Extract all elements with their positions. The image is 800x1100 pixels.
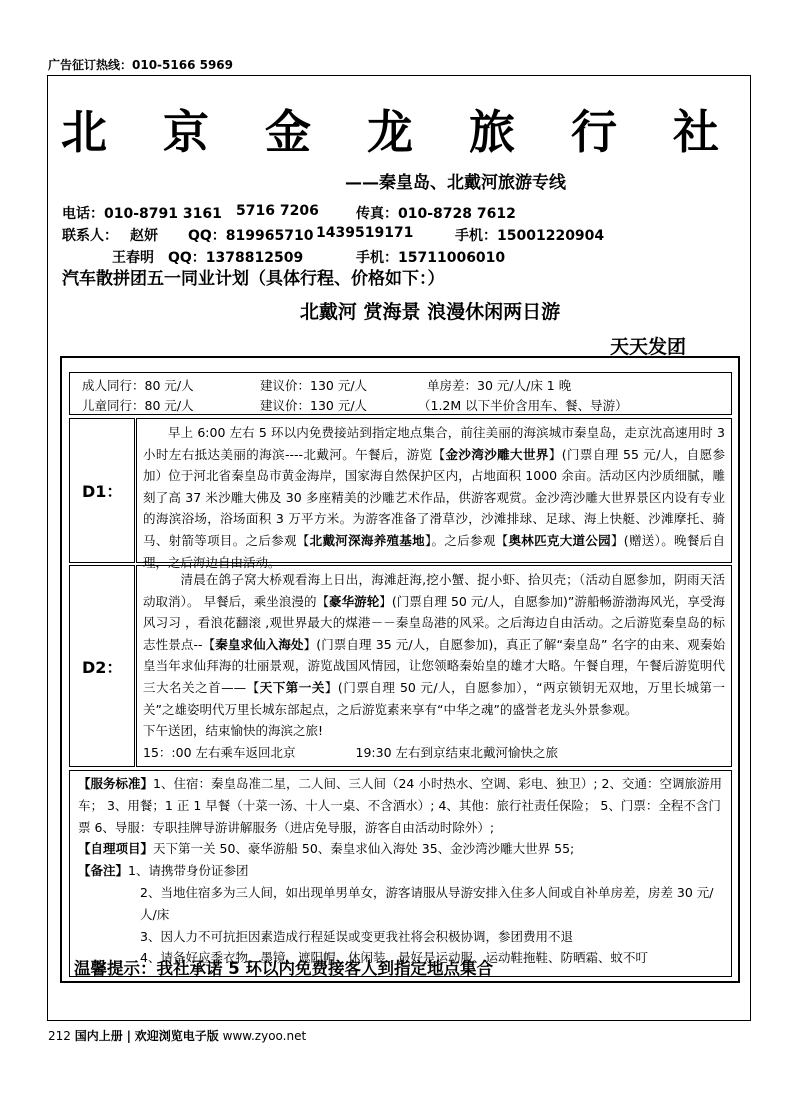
mobile-2: 手机：15711006010 — [356, 250, 506, 266]
day1-text-2: 】(门票自理 55 元/人，自愿参加）位于河北省秦皇岛市黄金海岸，国家海自然保护区内，占地面积 1000 余亩。活动区内沙质细腻，雕刻了高 37 米沙雕大佛及 30 多座精美的沙雕艺术作品，供游客观赏。金沙湾沙雕大世界景区内设有专业的海滨浴场，浴场面积 3 万平方米。为游客准备了滑草沙，沙滩排球、足球、海上快艇、沙滩摩托、骑马、射箭等项目。之后参观【 — [143, 446, 725, 548]
day2-attraction-2: 秦皇求仙入海处 — [215, 636, 304, 652]
plan-line: 汽车散拼团五一同业计划（具体行程、价格如下：） — [62, 269, 445, 289]
warm-tip: 温馨提示：我社承诺 5 环以内免费接客人到指定地点集合 — [74, 959, 493, 978]
day1-label: D1： — [69, 418, 135, 563]
departure-badge: 天天发团 — [610, 336, 687, 358]
agency-name: 北 京 金 龙 旅 行 社 — [60, 105, 740, 159]
service-standard-label: 【服务标准】 — [78, 776, 154, 791]
day2-text-1: 清晨在鸽子窝大桥观看海上日出，海滩赶海,挖小蟹、捉小虾、拾贝壳；（活动自愿参加，阴雨天活动取消）。 早餐后，乘坐浪漫的【 — [143, 572, 725, 609]
day2-attraction-3: 天下第一关 — [259, 679, 325, 695]
day2-text — [136, 565, 732, 767]
adult-suggest-price: 建议价：130 元/人 — [260, 378, 368, 393]
note-2: 2、当地住宿多为三人间，如出现单男单女，游客请服从导游安排入住多人间或自补单房差，房差 30 元/人/床 — [140, 884, 714, 922]
mobile-1: 手机：15001220904 — [455, 228, 605, 244]
day2-arrival: 19:30 左右到京结束北戴河愉快之旅 — [355, 744, 558, 760]
phone: 电话：010-8791 3161 — [62, 206, 222, 222]
tour-title: 北戴河 赏海景 浪漫休闲两日游 — [299, 301, 561, 323]
footer-slogan: 欢迎浏览电子版 — [134, 1029, 219, 1043]
day2-text-3: 】(门票自理 35 元/人，自愿参加)，真正了解“秦皇岛” 名字的由来、观秦始皇当年求仙拜海的壮丽景观，游览战国风情园，让您领略秦始皇的雄才大略。午餐自理，午餐后游览明代三大名关之首——【 — [143, 636, 725, 695]
contact-name: 赵妍 — [130, 228, 158, 244]
day2-text-2: 】(门票自理 50 元/人，自愿参加)”游船畅游渤海风光，享受海风习习 ，看浪花翻滚 ,观世界最大的煤港－－秦皇岛港的风采。之后海边自由活动。之后游览秦皇岛的标志性景点--【 — [143, 593, 725, 652]
qq-2: 1439519171 — [316, 225, 414, 241]
day1-attraction-1: 金沙湾沙雕大世界 — [445, 446, 549, 462]
self-pay-label: 【自理项目】 — [78, 841, 154, 857]
day2-sendoff: 下午送团，结束愉快的海滨之旅! — [143, 723, 324, 739]
day1-attraction-3: 奥林匹克大道公园 — [508, 532, 611, 548]
footer — [48, 1027, 306, 1044]
contact-2: 王春明 — [112, 250, 154, 266]
note-4: 4、请备好应季衣物、墨镜、遮阳帽、休闲装、最好是运动服、运动鞋拖鞋、防晒霜、蚊不叮 — [140, 950, 648, 966]
child-peer-price: 儿童同行：80 元/人 — [82, 398, 194, 413]
self-pay-text: 天下第一关 50、豪华游船 50、秦皇求仙入海处 35、金沙湾沙雕大世界 55; — [153, 841, 575, 857]
service-standard-text: 1、住宿：秦皇岛准二星，二人间、三人间（24 小时热水、空调、彩电、独卫）; 2、交通：空调旅游用车； 3、用餐；1 正 1 早餐（十菜一汤、十人一桌、不含酒水）; 4、其他：旅行社责任保险； 5、门票：全程不含门票 6、导服：专职挂牌导游讲解服务（进店免导服，游客自由活动时除外）; — [78, 776, 722, 835]
ad-hotline: 广告征订热线：010-5166 5969 — [48, 58, 234, 72]
page-number: 212 — [48, 1029, 71, 1043]
day1-text-1: 早上 6:00 左右 5 环以内免费接站到指定地点集合，前往美丽的海滨城市秦皇岛，走京沈高速用时 3 小时左右抵达美丽的海滨----北戴河。午餐后，游览【 — [143, 425, 725, 462]
contact-label: 联系人： — [62, 228, 118, 244]
day1-text-3: 】。之后参观【 — [424, 532, 509, 548]
fax: 传真：010-8728 7612 — [356, 206, 516, 222]
price-table — [69, 372, 732, 415]
phone-2: 5716 7206 — [236, 203, 319, 219]
adult-peer-price: 成人同行：80 元/人 — [82, 378, 194, 393]
day2-label: D2： — [69, 565, 135, 767]
note-1: 1、请携带身份证参团 — [128, 863, 249, 879]
subtitle: ——秦皇岛、北戴河旅游专线 — [345, 173, 566, 193]
day2-text-4: 】(门票自理 50 元/人，自愿参加），“两京锁钥无双地，万里长城第一关”之雄姿明代万里长城东部起点，之后游览素来享有“中华之魂”的盛誉老龙头外景参观。 — [143, 679, 725, 717]
day1-attraction-2: 北戴河深海养殖基地 — [309, 532, 425, 548]
day1-text — [136, 418, 732, 570]
section-name: 国内上册 — [74, 1029, 123, 1043]
child-note: （1.2M 以下半价含用车、餐、导游） — [418, 398, 628, 413]
qq-3: QQ：1378812509 — [168, 250, 304, 266]
child-suggest-price: 建议价：130 元/人 — [260, 398, 368, 413]
single-room-price: 单房差：30 元/人/床 1 晚 — [427, 378, 572, 393]
day2-return: 15：:00 左右乘车返回北京 — [143, 744, 296, 760]
footer-separator: | — [126, 1029, 131, 1043]
footer-url[interactable]: www.zyoo.net — [222, 1029, 307, 1043]
day2-attraction-1: 豪华游轮 — [329, 593, 380, 609]
qq-1: QQ：819965710 — [188, 228, 314, 244]
day1-text-4: 】(赠送）。晚餐后自理，之后海边自由活动。 — [143, 532, 725, 570]
note-3: 3、因人力不可抗拒因素造成行程延误或变更我社将会积极协调，参团费用不退 — [140, 928, 573, 944]
service-box — [69, 770, 732, 977]
notes-label: 【备注】 — [78, 863, 129, 879]
